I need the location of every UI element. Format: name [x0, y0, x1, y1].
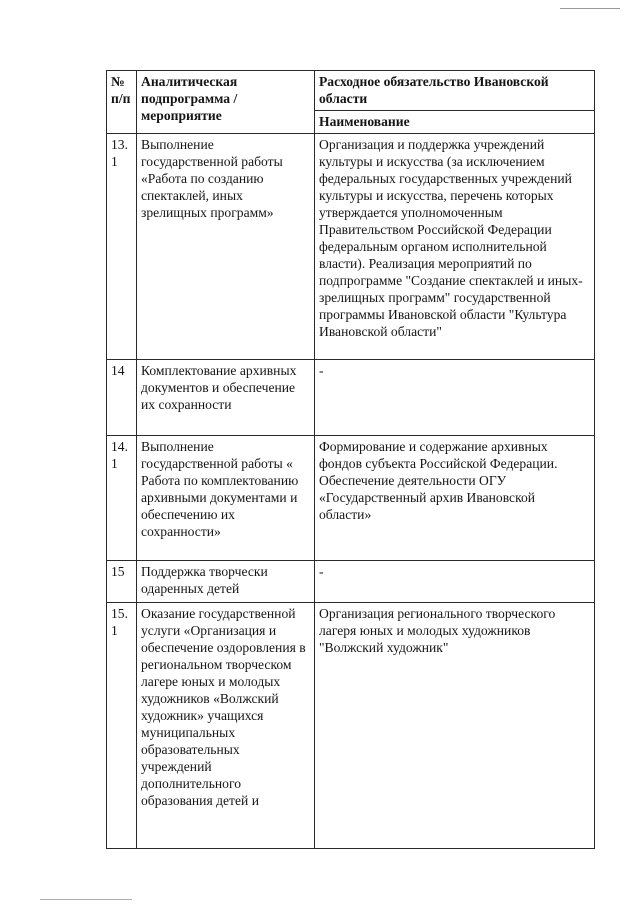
header-name: Наименование [315, 111, 595, 134]
row-obligation: Формирование и содержание архивных фондов субъекта Российской Федерации. Обеспечение деятельности ОГУ «Государственный архив Ивановской области» [315, 436, 595, 561]
row-obligation: - [315, 360, 595, 436]
row-number: 14.1 [107, 436, 137, 561]
table-header-row [107, 71, 595, 111]
table-row [107, 360, 595, 436]
row-number: 15 [107, 561, 137, 603]
row-number: 14 [107, 360, 137, 436]
row-activity: Поддержка творчески одаренных детей [137, 561, 315, 603]
table-row [107, 561, 595, 603]
header-number: № п/п [107, 71, 137, 134]
row-obligation: Организация регионального творческого лагеря юных и молодых художников "Волжский художник" [315, 603, 595, 849]
table-row [107, 134, 595, 360]
row-number: 15.1 [107, 603, 137, 849]
scan-artifact-line [40, 899, 132, 900]
row-activity: Выполнение государственной работы «Работа по созданию спектаклей, иных зрелищных программ» [137, 134, 315, 360]
table-row [107, 436, 595, 561]
row-number: 13.1 [107, 134, 137, 360]
row-obligation: - [315, 561, 595, 603]
row-obligation: Организация и поддержка учреждений культуры и искусства (за исключением федеральных государственных учреждений культуры и искусства, перечень которых утверждается уполномоченным Правительством Российской Федерации федеральным органом исполнительной власти). Реализация мероприятий по подпрограмме "Создание спектаклей и иных-зрелищных программ" государственной программы Ивановской области "Культура Ивановской области" [315, 134, 595, 360]
table-row [107, 603, 595, 849]
row-activity: Оказание государственной услуги «Организация и обеспечение оздоровления в региональном творческом лагере юных и молодых художников «Волжский художник» учащихся муниципальных образовательных учреждений дополнительного образования детей и [137, 603, 315, 849]
row-activity: Комплектование архивных документов и обеспечение их сохранности [137, 360, 315, 436]
obligations-table [106, 70, 595, 849]
row-activity: Выполнение государственной работы « Работа по комплектованию архивными документами и обеспечению их сохранности» [137, 436, 315, 561]
header-obligation: Расходное обязательство Ивановской области [315, 71, 595, 111]
header-program: Аналитическая подпрограмма / мероприятие [137, 71, 315, 134]
scan-artifact-line [560, 8, 620, 9]
